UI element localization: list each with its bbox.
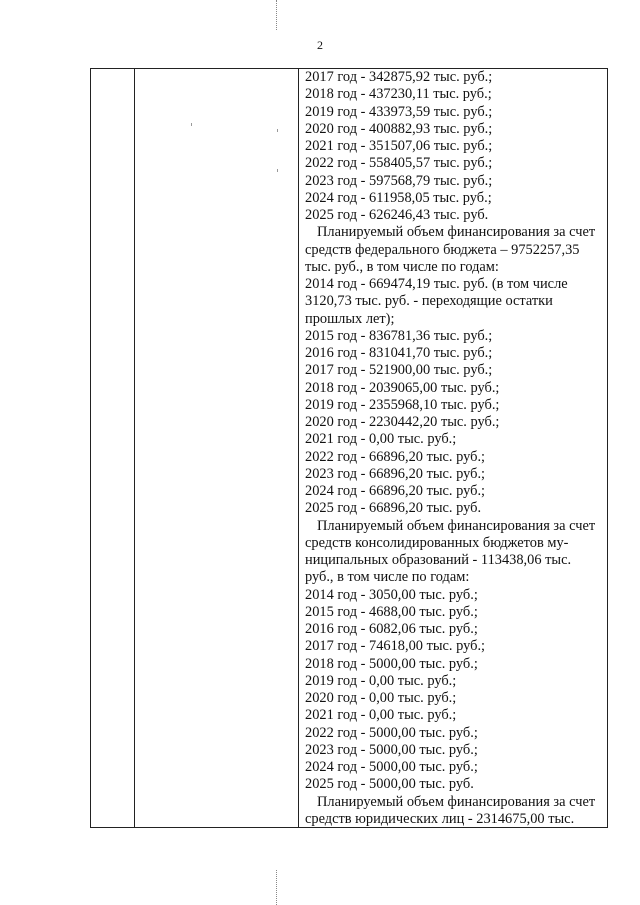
funding-line: 2022 год - 558405,57 тыс. руб.; — [305, 155, 493, 172]
funding-line: 2015 год - 836781,36 тыс. руб.; — [305, 327, 493, 344]
funding-line: 2021 год - 351507,06 тыс. руб.; — [305, 138, 493, 154]
funding-line: 2023 год - 66896,20 тыс. руб.; — [305, 465, 486, 482]
funding-line: 2019 год - 433973,59 тыс. руб.; — [305, 103, 493, 120]
scan-speck — [191, 123, 192, 126]
funding-line: 2020 год - 0,00 тыс. руб.; — [305, 690, 457, 706]
funding-line: средств федерального бюджета – 9752257,35 — [305, 241, 580, 258]
scan-artifact-top — [276, 0, 278, 30]
funding-line: 2017 год - 521900,00 тыс. руб.; — [305, 362, 493, 379]
funding-line: прошлых лет); — [305, 310, 395, 327]
scan-artifact-bottom — [276, 870, 278, 905]
funding-line: 2018 год - 5000,00 тыс. руб.; — [305, 655, 478, 672]
funding-line: тыс. руб., в том числе по годам: — [305, 258, 499, 275]
funding-line: ниципальных образований - 113438,06 тыс. — [305, 552, 572, 568]
funding-line: 2017 год - 342875,92 тыс. руб.; — [305, 69, 493, 85]
funding-line: 2016 год - 831041,70 тыс. руб.; — [305, 345, 493, 361]
funding-line: 2015 год - 4688,00 тыс. руб.; — [305, 603, 478, 620]
funding-line: 2023 год - 597568,79 тыс. руб.; — [305, 172, 493, 189]
funding-line: Планируемый объем финансирования за счет — [317, 224, 596, 241]
funding-line: 2019 год - 2355968,10 тыс. руб.; — [305, 396, 500, 413]
funding-line: 2022 год - 66896,20 тыс. руб.; — [305, 448, 486, 465]
funding-line: 2018 год - 437230,11 тыс. руб.; — [305, 86, 492, 103]
funding-line: руб., в том числе по годам: — [305, 569, 470, 586]
funding-text-cell — [305, 69, 605, 828]
funding-line: 2024 год - 5000,00 тыс. руб.; — [305, 759, 478, 775]
funding-line: 2014 год - 3050,00 тыс. руб.; — [305, 586, 478, 603]
funding-line: 2014 год - 669474,19 тыс. руб. (в том числе — [305, 276, 568, 292]
funding-line: 2021 год - 0,00 тыс. руб.; — [305, 707, 457, 724]
document-table — [90, 68, 608, 828]
funding-line: 2023 год - 5000,00 тыс. руб.; — [305, 741, 478, 758]
column-divider-1 — [134, 69, 135, 827]
funding-line: 2018 год - 2039065,00 тыс. руб.; — [305, 379, 500, 396]
funding-line: средств консолидированных бюджетов му- — [305, 534, 569, 551]
funding-line: 2016 год - 6082,06 тыс. руб.; — [305, 621, 478, 637]
funding-line: 2024 год - 66896,20 тыс. руб.; — [305, 483, 486, 499]
funding-line: 2024 год - 611958,05 тыс. руб.; — [305, 189, 492, 206]
funding-line: 3120,73 тыс. руб. - переходящие остатки — [305, 293, 553, 310]
funding-line: 2025 год - 5000,00 тыс. руб. — [305, 776, 474, 793]
funding-line: средств юридических лиц - 2314675,00 тыс. — [305, 810, 575, 827]
funding-line: 2025 год - 626246,43 тыс. руб. — [305, 207, 489, 223]
funding-line: 2020 год - 2230442,20 тыс. руб.; — [305, 414, 500, 430]
funding-line: 2020 год - 400882,93 тыс. руб.; — [305, 120, 493, 137]
funding-line: 2021 год - 0,00 тыс. руб.; — [305, 431, 457, 448]
column-divider-2 — [298, 69, 299, 827]
page-number: 2 — [317, 38, 323, 52]
funding-line: 2017 год - 74618,00 тыс. руб.; — [305, 638, 486, 655]
funding-line: 2025 год - 66896,20 тыс. руб. — [305, 500, 482, 517]
funding-line: Планируемый объем финансирования за счет — [317, 517, 596, 534]
scan-speck — [277, 169, 278, 172]
funding-line: 2022 год - 5000,00 тыс. руб.; — [305, 724, 478, 741]
funding-line: 2019 год - 0,00 тыс. руб.; — [305, 672, 457, 689]
scan-speck — [277, 129, 278, 132]
funding-line: Планируемый объем финансирования за счет — [317, 793, 596, 810]
